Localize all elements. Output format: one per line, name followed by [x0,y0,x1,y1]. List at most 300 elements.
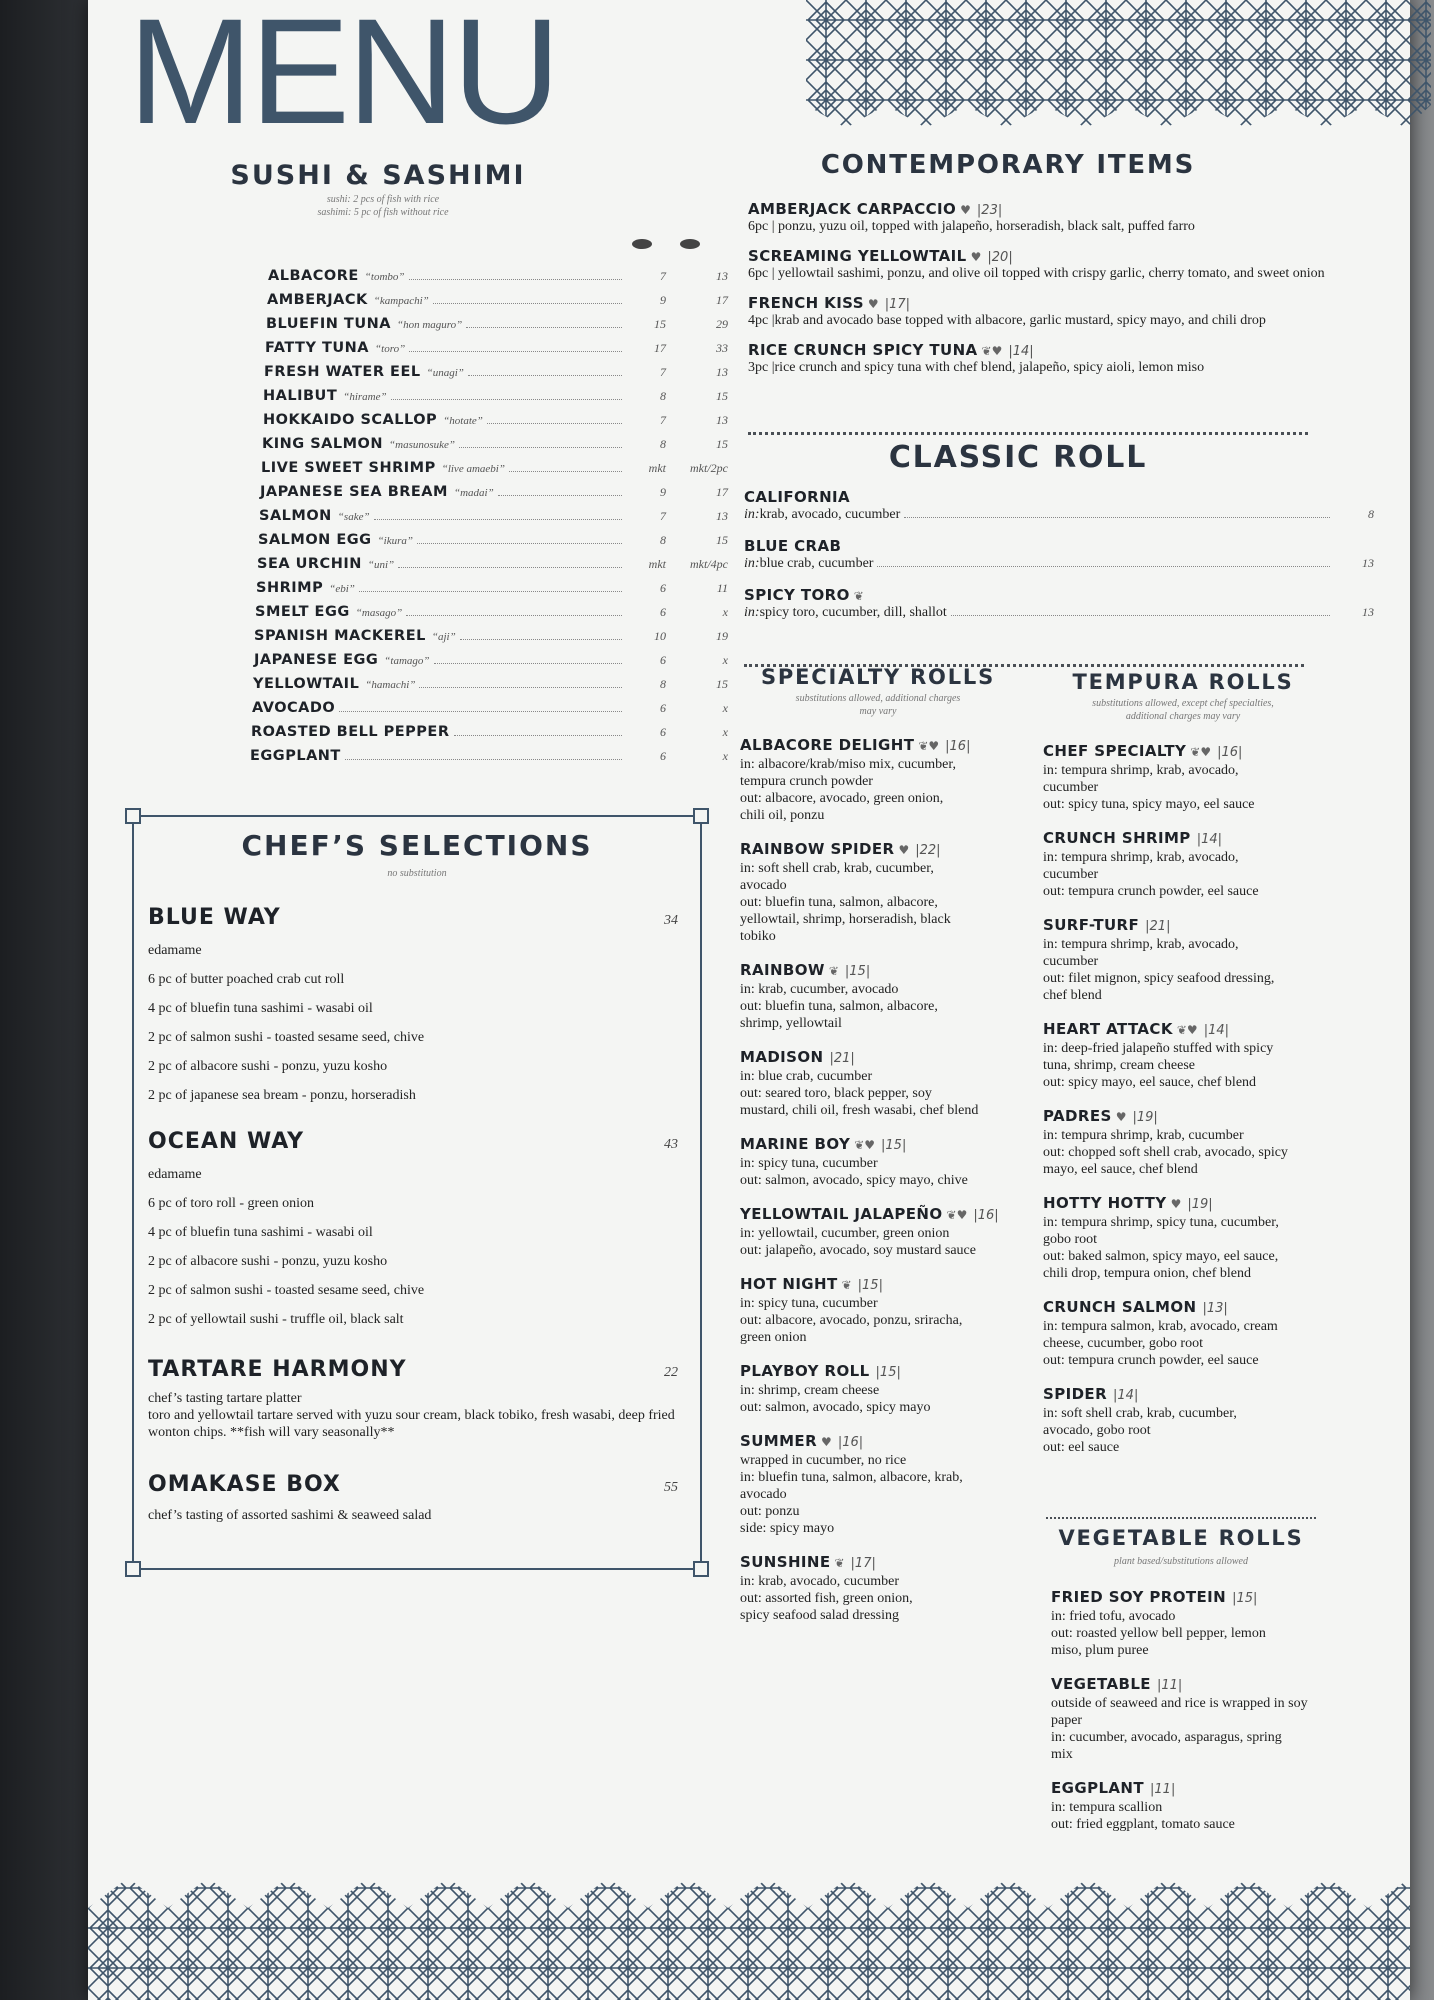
sashimi-price: x [722,725,728,739]
roll-name: SPIDER [1043,1385,1108,1403]
item-name: CALIFORNIA [744,488,851,506]
divider [1046,1517,1316,1519]
sushi-japanese-name: “ebi” [329,583,355,595]
sashimi-price: 15 [716,437,728,451]
roll-description-line: in: cucumber, avocado, asparagus, spring [1051,1730,1282,1745]
roll-description-line: in: fried tofu, avocado [1051,1609,1176,1624]
roll-name: MADISON [740,1048,824,1066]
tempura-roll [1043,1298,1333,1369]
sushi-name: EGGPLANT [250,748,341,764]
roll-price: |15| [875,1365,901,1380]
classic-item-desc [744,555,1374,572]
sashimi-price: 29 [716,317,728,331]
roll-description-line: out: eel sauce [1043,1440,1120,1455]
blue-line: 6 pc of butter poached crab cut roll [148,972,345,987]
tempura-roll [1043,742,1333,813]
in-label: in: [744,605,760,620]
sashimi-price: 15 [716,389,728,403]
sushi-price: 9 [660,293,666,307]
roll-description-line: side: spicy mayo [740,1521,835,1536]
dot-leader [409,270,622,280]
sushi-price: 6 [660,653,666,667]
classic-item-header [744,586,1374,604]
blue-line: edamame [148,943,202,958]
specialty-note: substitutions allowed, additional charges [795,693,961,704]
sushi-price: 7 [660,509,666,523]
sushi-name: HOKKAIDO SCALLOP [263,412,438,428]
geometric-pattern-bottom [88,1868,1410,2000]
roll-name: MARINE BOY [740,1135,851,1153]
sushi-price: 9 [660,485,666,499]
roll-description-line: cucumber [1043,954,1099,969]
sushi-japanese-name: “kampachi” [373,295,429,307]
tempura-list [1043,742,1333,1472]
sushi-name: SEA URCHIN [257,556,362,572]
ocean-line: 6 pc of toro roll - green onion [148,1196,315,1211]
item-name: SCREAMING YELLOWTAIL [748,247,967,265]
ocean-way [148,1129,688,1334]
item-ingredients: blue crab, cucumber [759,556,874,571]
roll-description-line: cucumber [1043,867,1099,882]
roll-price: |13| [1202,1301,1228,1316]
tempura-note-2: additional charges may vary [1125,711,1241,722]
roll-description-line: tuna, shrimp, cream cheese [1043,1058,1195,1073]
roll-description-line: out: assorted fish, green onion, [740,1591,913,1606]
ocean-line: 2 pc of salmon sushi - toasted sesame seed, chive [148,1283,425,1298]
diet-icons: ❦♥ [854,1138,876,1152]
roll-description-line: in: tempura shrimp, krab, cucumber [1043,1128,1244,1143]
roll-description-line: out: albacore, avocado, ponzu, sriracha, [740,1313,963,1328]
tempura-roll [1043,829,1333,900]
sushi-name: AMBERJACK [267,292,368,308]
omakase-box-price: 55 [664,1480,678,1495]
item-price: |23| [976,203,1003,218]
sushi-price: mkt [648,557,666,571]
in-label: in: [744,507,760,522]
item-name: FRENCH KISS [748,294,864,312]
vegetable-roll-header [1051,1779,1341,1797]
sushi-name: JAPANESE EGG [254,652,379,668]
roll-description-line: avocado [740,1487,787,1502]
roll-description-line: in: soft shell crab, krab, cucumber, [740,861,934,876]
diet-icons: ❦ [828,964,839,978]
sushi-row [263,388,728,412]
sushi-row [256,580,728,604]
contemporary-list [748,200,1368,388]
contemporary-item-header [748,247,1368,265]
roll-price: |16| [973,1208,999,1223]
sushi-japanese-name: “sake” [337,511,370,523]
sushi-name: ALBACORE [268,268,359,284]
sushi-price: 6 [660,605,666,619]
roll-description-line: in: tempura shrimp, krab, avocado, [1043,850,1239,865]
dot-leader [454,726,623,736]
roll-description-line: gobo root [1043,1232,1098,1247]
sushi-name: SALMON EGG [258,532,372,548]
tempura-heading: TEMPURA ROLLS [1072,670,1294,694]
sushi-row [257,556,728,580]
diet-icons: ❦♥ [946,1208,968,1222]
sashimi-price: x [722,701,728,715]
item-description: 6pc | yellowtail sashimi, ponzu, and olive oil topped with crispy garlic, cherry tomato, and sweet onion [748,266,1325,281]
specialty-roll [740,840,1030,945]
sushi-row [254,628,728,652]
contemporary-item-header [748,200,1368,218]
sushi-name: JAPANESE SEA BREAM [260,484,448,500]
roll-description-line: avocado [740,878,787,893]
sushi-price: 6 [660,725,666,739]
roll-description-line: paper [1051,1713,1083,1728]
roll-description-line: in: shrimp, cream cheese [740,1383,880,1398]
sushi-row [255,604,728,628]
omakase-box-desc: chef’s tasting of assorted sashimi & seaweed salad [148,1508,432,1523]
tartare-harmony-line: chef’s tasting tartare platter [148,1391,302,1406]
sushi-row [252,700,728,724]
sushi-icon [632,239,652,249]
roll-price: |22| [915,843,941,858]
dot-leader [904,508,1330,518]
sushi-row [259,508,728,532]
roll-price: |16| [837,1435,864,1450]
dot-leader [951,606,1330,616]
specialty-roll-header [740,1432,1030,1450]
sushi-japanese-name: “unagi” [426,367,464,379]
sashimi-price: 13 [716,509,728,523]
tartare-harmony-desc: toro and yellowtail tartare served with yuzu sour cream, black tobiko, fresh wasabi, deep fried wonton chips. **fish will vary seasonally** [148,1408,675,1440]
diet-icons: ♥ [821,1435,832,1449]
diet-icons: ♥ [898,843,910,857]
chefs-selections-box [132,815,702,1570]
roll-name: HEART ATTACK [1043,1020,1173,1038]
tempura-roll [1043,916,1333,1004]
vegetable-list [1051,1588,1341,1849]
roll-name: CRUNCH SALMON [1043,1298,1197,1316]
roll-description-line: in: tempura salmon, krab, avocado, cream [1043,1319,1278,1334]
vegetable-roll [1051,1779,1341,1833]
sashimi-price: 13 [716,413,728,427]
roll-description-line: in: krab, avocado, cucumber [740,1574,899,1589]
box-corner [693,808,709,824]
sashimi-price: 17 [716,293,728,307]
roll-name: YELLOWTAIL JALAPEÑO [740,1205,943,1223]
tempura-roll-header [1043,1194,1333,1212]
sushi-name: AVOCADO [252,700,336,716]
specialty-roll [740,1048,1030,1119]
specialty-roll-header [740,1135,1030,1153]
sushi-name: SPANISH MACKEREL [254,628,426,644]
omakase-box-name: OMAKASE BOX [148,1472,341,1497]
roll-description-line: in: tempura shrimp, krab, avocado, [1043,937,1239,952]
dot-leader [417,534,622,544]
roll-description-line: in: tempura scallion [1051,1800,1163,1815]
roll-description-line: out: seared toro, black pepper, soy [740,1086,932,1101]
specialty-roll-header [740,840,1030,858]
roll-price: |19| [1132,1110,1158,1125]
dot-leader [374,510,622,520]
item-price: |17| [884,297,910,312]
sushi-price: 7 [660,269,666,283]
roll-price: |15| [1232,1591,1258,1606]
roll-description-line: out: tempura crunch powder, eel sauce [1043,884,1259,899]
specialty-roll [740,1205,1030,1259]
roll-description-line: out: roasted yellow bell pepper, lemon [1051,1626,1266,1641]
roll-description-line: in: blue crab, cucumber [740,1069,873,1084]
roll-description-line: chef blend [1043,988,1102,1003]
roll-price: |16| [945,739,971,754]
roll-description-line: mix [1051,1747,1073,1762]
roll-description-line: in: soft shell crab, krab, cucumber, [1043,1406,1237,1421]
dot-leader [391,390,622,400]
sushi-row [265,340,728,364]
tempura-roll [1043,1385,1333,1456]
roll-description-line: in: spicy tuna, cucumber [740,1156,878,1171]
sushi-name: HALIBUT [263,388,338,404]
roll-name: SUMMER [740,1432,818,1450]
tartare-harmony [148,1357,688,1441]
sushi-row [261,460,728,484]
sushi-price: 6 [660,581,666,595]
sashimi-price: 15 [716,533,728,547]
item-price: 13 [1362,605,1374,619]
roll-description-line: tempura crunch powder [740,774,873,789]
item-name: AMBERJACK CARPACCIO [748,200,957,218]
roll-description-line: avocado, gobo root [1043,1423,1151,1438]
sushi-row [262,436,728,460]
specialty-roll-header [740,961,1030,979]
sushi-price: 8 [660,533,666,547]
roll-description-line: in: bluefin tuna, salmon, albacore, krab, [740,1470,963,1485]
blue-way-name: BLUE WAY [148,905,281,930]
specialty-roll [740,1362,1030,1416]
diet-icons: ♥ [970,250,982,264]
roll-price: |14| [1196,832,1222,847]
contemporary-item [748,247,1368,282]
sushi-row [268,268,728,292]
sushi-japanese-name: “tamago” [384,655,430,667]
classic-item [744,488,1374,523]
roll-description-line: chili oil, ponzu [740,808,825,823]
item-ingredients: spicy toro, cucumber, dill, shallot [759,605,947,620]
vegetable-note: plant based/substitutions allowed [1114,1556,1248,1567]
roll-price: |16| [1217,745,1243,760]
dot-leader [460,630,622,640]
roll-name: PLAYBOY ROLL [740,1362,870,1380]
sushi-note: sushi: 2 pcs of fish with rice [326,194,440,205]
roll-price: |15| [844,964,871,979]
specialty-note-2: may vary [859,706,897,717]
sushi-japanese-name: “aji” [431,631,456,643]
tempura-roll-header [1043,1020,1333,1038]
roll-name: PADRES [1043,1107,1112,1125]
box-corner [693,1561,709,1577]
sashimi-price: 11 [716,581,728,595]
sashimi-price: 33 [716,341,728,355]
roll-description-line: out: fried eggplant, tomato sauce [1051,1817,1235,1832]
classic-item-header [744,488,1374,506]
ocean-way-name: OCEAN WAY [148,1129,305,1154]
roll-price: |21| [829,1051,855,1066]
sushi-row [250,748,728,772]
geometric-pattern-top [806,0,1431,145]
specialty-roll [740,1135,1030,1189]
dot-leader [498,486,622,496]
sushi-price: 10 [654,629,666,643]
diet-icons: ❦ [834,1556,845,1570]
roll-description-line: chili drop, tempura onion, chef blend [1043,1266,1251,1281]
specialty-roll [740,961,1030,1032]
dot-leader [877,557,1330,567]
in-label: in: [744,556,760,571]
sushi-japanese-name: “madai” [453,487,494,499]
roll-description-line: in: yellowtail, cucumber, green onion [740,1226,950,1241]
roll-description-line: out: filet mignon, spicy seafood dressing, [1043,971,1275,986]
roll-description-line: out: ponzu [740,1504,800,1519]
roll-name: VEGETABLE [1051,1675,1151,1693]
sushi-japanese-name: “hotate” [443,415,483,427]
sushi-japanese-name: “tombo” [364,271,405,283]
sushi-japanese-name: “toro” [375,343,406,355]
vegetable-heading: VEGETABLE ROLLS [1058,1526,1304,1550]
roll-name: CRUNCH SHRIMP [1043,829,1191,847]
roll-description-line: cheese, cucumber, gobo root [1043,1336,1203,1351]
roll-name: EGGPLANT [1051,1779,1145,1797]
sashimi-note: sashimi: 5 pc of fish without rice [317,207,449,218]
specialty-roll-header [740,1275,1030,1293]
dot-leader [434,654,622,664]
classic-item-desc [744,604,1374,621]
roll-description-line: out: tempura crunch powder, eel sauce [1043,1353,1259,1368]
sushi-name: LIVE SWEET SHRIMP [261,460,436,476]
ocean-line: 2 pc of albacore sushi - ponzu, yuzu kosho [148,1254,388,1269]
item-description: 4pc |krab and avocado base topped with albacore, garlic mustard, spicy mayo, and chili drop [748,313,1266,328]
diet-icons: ♥ [1170,1197,1182,1211]
roll-description-line: cucumber [1043,780,1099,795]
sushi-japanese-name: “uni” [367,559,395,571]
tempura-roll-header [1043,742,1333,760]
roll-name: SURF-TURF [1043,916,1140,934]
diet-icons: ❦ [841,1278,852,1292]
sushi-price: 7 [660,413,666,427]
specialty-roll [740,736,1030,824]
roll-name: HOTTY HOTTY [1043,1194,1167,1212]
contemporary-heading: CONTEMPORARY ITEMS [820,150,1196,180]
sushi-japanese-name: “hon maguro” [396,319,463,331]
sashimi-price: x [722,749,728,763]
item-ingredients: krab, avocado, cucumber [759,507,901,522]
sushi-row [264,364,728,388]
blue-line: 4 pc of bluefin tuna sashimi - wasabi oil [148,1001,373,1016]
sushi-name: KING SALMON [262,436,384,452]
roll-description-line: out: bluefin tuna, salmon, albacore, [740,895,938,910]
sushi-row [254,652,728,676]
sushi-name: YELLOWTAIL [253,676,360,692]
sushi-japanese-name: “live amaebi” [441,463,505,475]
sushi-row [251,724,728,748]
roll-price: |19| [1187,1197,1213,1212]
sushi-price: 15 [654,317,666,331]
tartare-harmony-name: TARTARE HARMONY [148,1357,407,1382]
dot-leader [433,294,622,304]
tempura-roll-header [1043,916,1333,934]
dot-leader [466,318,622,328]
item-name: RICE CRUNCH SPICY TUNA [748,341,978,359]
item-price: 13 [1362,556,1374,570]
specialty-heading: SPECIALTY ROLLS [761,665,995,689]
sashimi-price: 19 [716,629,728,643]
diet-icons: ❦♥ [1190,745,1212,759]
box-corner [125,1561,141,1577]
sushi-row [258,532,728,556]
vegetable-roll-header [1051,1588,1341,1606]
blue-way [148,905,688,1110]
sushi-price: 8 [660,389,666,403]
sushi-name: BLUEFIN TUNA [266,316,391,332]
roll-description-line: out: salmon, avocado, spicy mayo [740,1400,931,1415]
tempura-roll-header [1043,1107,1333,1125]
diet-icons: ❦♥ [918,739,940,753]
dot-leader [345,750,622,760]
ocean-way-lines [148,1160,688,1334]
diet-icons: ❦♥ [1176,1023,1198,1037]
vegetable-roll-header [1051,1675,1341,1693]
sashimi-price: 15 [716,677,728,691]
roll-description-line: in: tempura shrimp, spicy tuna, cucumber, [1043,1215,1279,1230]
tartare-harmony-price: 22 [664,1365,678,1380]
roll-name: FRIED SOY PROTEIN [1051,1588,1227,1606]
specialty-roll-header [740,1553,1030,1571]
roll-description-line: mayo, eel sauce, chef blend [1043,1162,1198,1177]
roll-description-line: out: chopped soft shell crab, avocado, spicy [1043,1145,1288,1160]
dot-leader [409,342,622,352]
sushi-price: 8 [660,437,666,451]
diet-icons: ♥ [867,297,879,311]
ocean-line: 2 pc of yellowtail sushi - truffle oil, black salt [148,1312,404,1327]
sashimi-price: 17 [716,485,728,499]
tempura-roll-header [1043,829,1333,847]
dot-leader [406,606,622,616]
ocean-line: edamame [148,1167,202,1182]
blue-line: 2 pc of japanese sea bream - ponzu, horseradish [148,1088,416,1103]
sushi-name: FRESH WATER EEL [264,364,421,380]
menu-title: MENU [128,0,558,155]
sushi-price: 6 [660,701,666,715]
roll-name: RAINBOW SPIDER [740,840,895,858]
tempura-roll [1043,1107,1333,1178]
sushi-name: SHRIMP [256,580,324,596]
sushi-name: FATTY TUNA [265,340,370,356]
roll-description-line: out: bluefin tuna, salmon, albacore, [740,999,938,1014]
sushi-row [260,484,728,508]
dot-leader [487,414,622,424]
roll-description-line: spicy seafood salad dressing [740,1608,900,1623]
roll-price: |15| [881,1138,907,1153]
diet-icons: ♥ [1115,1110,1127,1124]
roll-description-line: in: tempura shrimp, krab, avocado, [1043,763,1239,778]
contemporary-item [748,294,1368,329]
sushi-name: ROASTED BELL PEPPER [251,724,450,740]
roll-description-line: out: spicy mayo, eel sauce, chef blend [1043,1075,1257,1090]
roll-description-line: wrapped in cucumber, no rice [740,1453,907,1468]
sashimi-price: 13 [716,365,728,379]
roll-description-line: yellowtail, shrimp, horseradish, black [740,912,951,927]
sushi-row [253,676,728,700]
sashimi-price: mkt/4pc [690,557,728,571]
specialty-roll-header [740,1048,1030,1066]
roll-description-line: in: krab, cucumber, avocado [740,982,899,997]
blue-line: 2 pc of salmon sushi - toasted sesame seed, chive [148,1030,425,1045]
tempura-roll [1043,1020,1333,1091]
roll-description-line: tobiko [740,929,776,944]
